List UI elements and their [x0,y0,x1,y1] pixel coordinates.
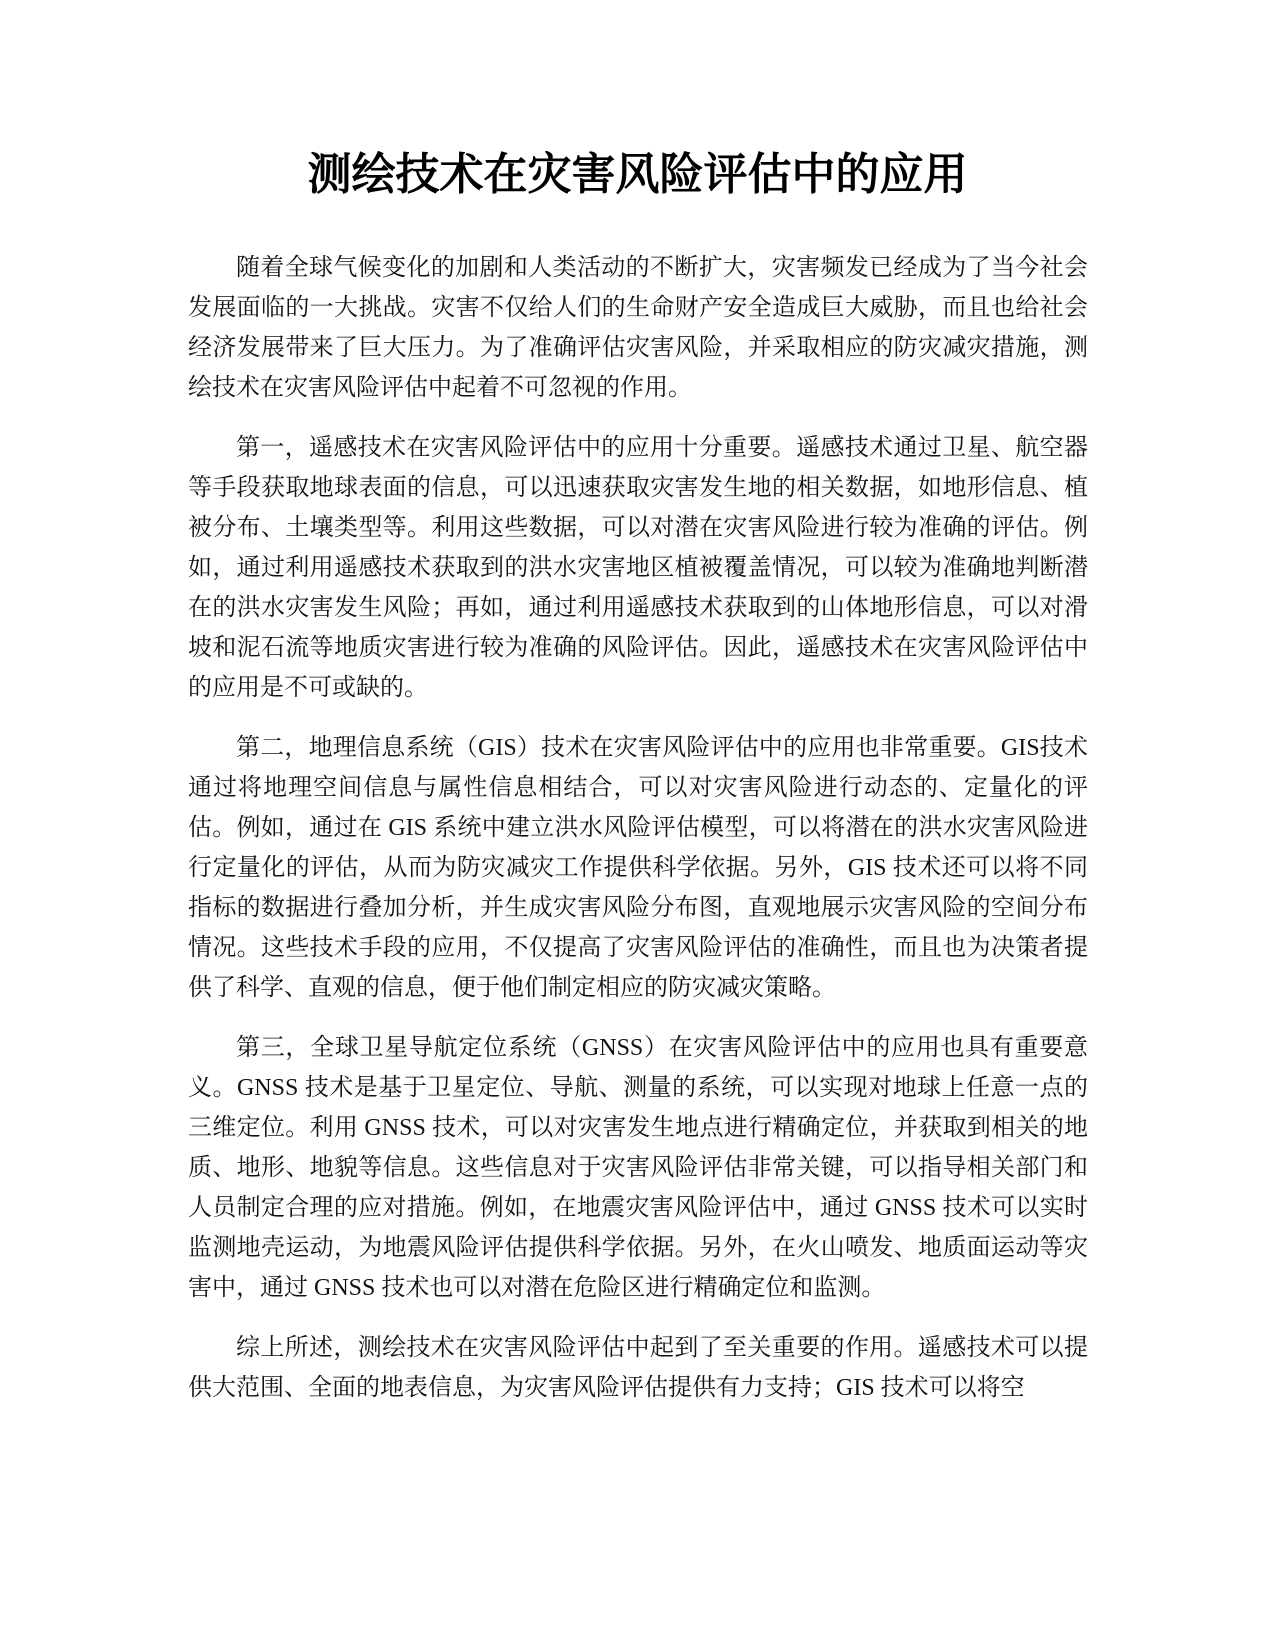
paragraph-gis: 第二，地理信息系统（GIS）技术在灾害风险评估中的应用也非常重要。GIS技术通过将地理空间信息与属性信息相结合，可以对灾害风险进行动态的、定量化的评估。例如，通过在 GIS 系统中建立洪水风险评估模型，可以将潜在的洪水灾害风险进行定量化的评估，从而为防灾减灾工作提供科学依据。另外，GIS 技术还可以将不同指标的数据进行叠加分析，并生成灾害风险分布图，直观地展示灾害风险的空间分布情况。这些技术手段的应用，不仅提高了灾害风险评估的准确性，而且也为决策者提供了科学、直观的信息，便于他们制定相应的防灾减灾策略。 [188,735,1088,1001]
paragraph-conclusion: 综上所述，测绘技术在灾害风险评估中起到了至关重要的作用。遥感技术可以提供大范围、全面的地表信息，为灾害风险评估提供有力支持；GIS 技术可以将空 [188,1335,1088,1401]
document-body [188,248,1088,1428]
paragraph-intro: 随着全球气候变化的加剧和人类活动的不断扩大，灾害频发已经成为了当今社会发展面临的一大挑战。灾害不仅给人们的生命财产安全造成巨大威胁，而且也给社会经济发展带来了巨大压力。为了准确评估灾害风险，并采取相应的防灾减灾措施，测绘技术在灾害风险评估中起着不可忽视的作用。 [188,255,1088,401]
paragraph-gnss: 第三，全球卫星导航定位系统（GNSS）在灾害风险评估中的应用也具有重要意义。GNSS 技术是基于卫星定位、导航、测量的系统，可以实现对地球上任意一点的三维定位。利用 GNSS 技术，可以对灾害发生地点进行精确定位，并获取到相关的地质、地形、地貌等信息。这些信息对于灾害风险评估非常关键，可以指导相关部门和人员制定合理的应对措施。例如，在地震灾害风险评估中，通过 GNSS 技术可以实时监测地壳运动，为地震风险评估提供科学依据。另外，在火山喷发、地质面运动等灾害中，通过 GNSS 技术也可以对潜在危险区进行精确定位和监测。 [188,1035,1088,1301]
paragraph-remote-sensing: 第一，遥感技术在灾害风险评估中的应用十分重要。遥感技术通过卫星、航空器等手段获取地球表面的信息，可以迅速获取灾害发生地的相关数据，如地形信息、植被分布、土壤类型等。利用这些数据，可以对潜在灾害风险进行较为准确的评估。例如，通过利用遥感技术获取到的洪水灾害地区植被覆盖情况，可以较为准确地判断潜在的洪水灾害发生风险；再如，通过利用遥感技术获取到的山体地形信息，可以对滑坡和泥石流等地质灾害进行较为准确的风险评估。因此，遥感技术在灾害风险评估中的应用是不可或缺的。 [188,435,1088,701]
document-title: 测绘技术在灾害风险评估中的应用 [307,149,968,200]
